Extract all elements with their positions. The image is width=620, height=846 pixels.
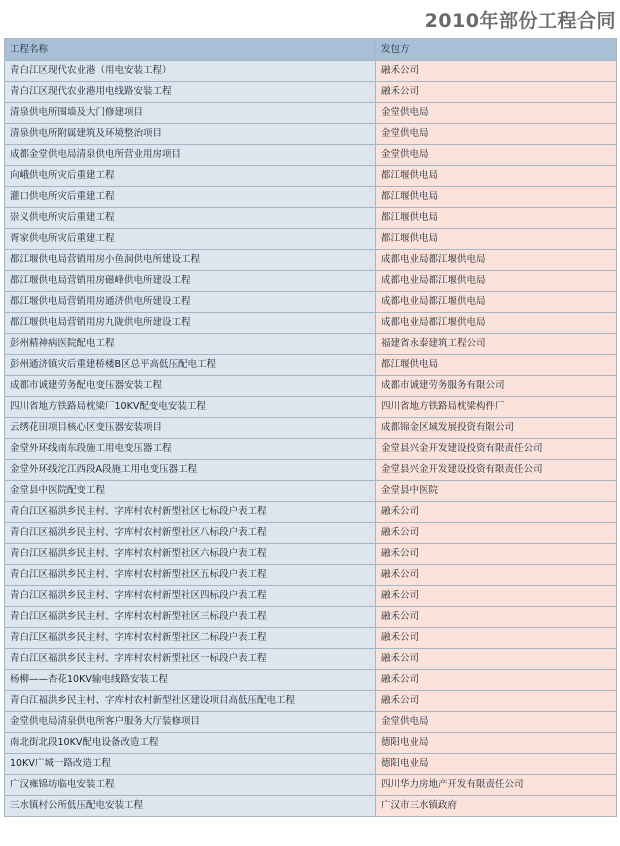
project-name-cell: 崇义供电所灾后重建工程 — [5, 208, 376, 229]
project-name-cell: 南北街北段10KV配电设备改造工程 — [5, 733, 376, 754]
project-name-cell: 青白江区现代农业港用电线路安装工程 — [5, 82, 376, 103]
contracting-party-cell: 成都电业局都江堰供电局 — [376, 250, 617, 271]
contracting-party-cell: 融禾公司 — [376, 565, 617, 586]
project-name-cell: 都江堰供电局营销用房通济供电所建设工程 — [5, 292, 376, 313]
contracting-party-cell: 融禾公司 — [376, 523, 617, 544]
table-row — [5, 523, 617, 544]
project-name-cell: 青白江区福洪乡民主村、字库村农村新型社区五标段户表工程 — [5, 565, 376, 586]
project-name-cell: 四川省地方铁路局枕梁厂10KV配变电安装工程 — [5, 397, 376, 418]
project-name-cell: 青白江区现代农业港（用电安装工程） — [5, 61, 376, 82]
table-row — [5, 796, 617, 817]
contracting-party-cell: 融禾公司 — [376, 691, 617, 712]
contracts-table — [4, 38, 617, 817]
contracting-party-cell: 都江堰供电局 — [376, 355, 617, 376]
project-name-cell: 青白江区福洪乡民主村、字库村农村新型社区四标段户表工程 — [5, 586, 376, 607]
project-name-cell: 青白江福洪乡民主村、字库村农村新型社区建设项目高低压配电工程 — [5, 691, 376, 712]
table-row — [5, 61, 617, 82]
table-row — [5, 145, 617, 166]
contracting-party-cell: 成都锦金区域发展投资有限公司 — [376, 418, 617, 439]
project-name-cell: 金堂县中医院配变工程 — [5, 481, 376, 502]
table-row — [5, 103, 617, 124]
contracting-party-cell: 四川省地方铁路局枕梁构件厂 — [376, 397, 617, 418]
table-row — [5, 187, 617, 208]
contracting-party-cell: 广汉市三水镇政府 — [376, 796, 617, 817]
contracting-party-cell: 融禾公司 — [376, 544, 617, 565]
table-row — [5, 229, 617, 250]
table-row — [5, 733, 617, 754]
contracting-party-cell: 金堂县兴金开发建设投资有限责任公司 — [376, 460, 617, 481]
project-name-cell: 成都市诚建劳务配电变压器安装工程 — [5, 376, 376, 397]
table-row — [5, 607, 617, 628]
table-row — [5, 166, 617, 187]
table-row — [5, 355, 617, 376]
page-title: 2010年部份工程合同 — [424, 10, 616, 32]
table-row — [5, 712, 617, 733]
contracting-party-cell: 德阳电业局 — [376, 733, 617, 754]
table-row — [5, 376, 617, 397]
project-name-cell: 广汉雍锦坊临电安装工程 — [5, 775, 376, 796]
project-name-cell: 青白江区福洪乡民主村、字库村农村新型社区二标段户表工程 — [5, 628, 376, 649]
contracting-party-cell: 融禾公司 — [376, 82, 617, 103]
table-row — [5, 775, 617, 796]
contracting-party-cell: 成都电业局都江堰供电局 — [376, 271, 617, 292]
contracting-party-cell: 融禾公司 — [376, 607, 617, 628]
contracting-party-cell: 融禾公司 — [376, 502, 617, 523]
table-row — [5, 292, 617, 313]
table-row — [5, 250, 617, 271]
table-row — [5, 754, 617, 775]
contracting-party-cell: 融禾公司 — [376, 649, 617, 670]
table-row — [5, 565, 617, 586]
contracting-party-cell: 金堂供电局 — [376, 103, 617, 124]
column-header-project-name: 工程名称 — [5, 39, 376, 61]
table-row — [5, 418, 617, 439]
contracting-party-cell: 成都电业局都江堰供电局 — [376, 292, 617, 313]
project-name-cell: 金堂外环线沱江西段A段施工用电变压器工程 — [5, 460, 376, 481]
project-name-cell: 都江堰供电局营销用房磁峰供电所建设工程 — [5, 271, 376, 292]
table-row — [5, 460, 617, 481]
table-row — [5, 334, 617, 355]
project-name-cell: 云绣花田项目核心区变压器安装项目 — [5, 418, 376, 439]
project-name-cell: 三水镇村公所低压配电安装工程 — [5, 796, 376, 817]
contracting-party-cell: 都江堰供电局 — [376, 187, 617, 208]
project-name-cell: 青白江区福洪乡民主村、字库村农村新型社区一标段户表工程 — [5, 649, 376, 670]
contracting-party-cell: 金堂供电局 — [376, 124, 617, 145]
contracting-party-cell: 四川华力房地产开发有限责任公司 — [376, 775, 617, 796]
table-row — [5, 271, 617, 292]
project-name-cell: 10KV广城一路改造工程 — [5, 754, 376, 775]
project-name-cell: 清泉供电所围墙及大门修建项目 — [5, 103, 376, 124]
contracting-party-cell: 融禾公司 — [376, 586, 617, 607]
table-row — [5, 397, 617, 418]
table-row — [5, 481, 617, 502]
table-row — [5, 82, 617, 103]
project-name-cell: 青白江区福洪乡民主村、字库村农村新型社区六标段户表工程 — [5, 544, 376, 565]
project-name-cell: 彭州通济镇灾后重建桥楼B区总平高低压配电工程 — [5, 355, 376, 376]
project-name-cell: 金堂供电局清泉供电所客户服务大厅装修项目 — [5, 712, 376, 733]
table-row — [5, 439, 617, 460]
contracting-party-cell: 金堂供电局 — [376, 145, 617, 166]
contracting-party-cell: 成都市诚建劳务服务有限公司 — [376, 376, 617, 397]
project-name-cell: 向峨供电所灾后重建工程 — [5, 166, 376, 187]
contracting-party-cell: 成都电业局都江堰供电局 — [376, 313, 617, 334]
contracting-party-cell: 福建省永泰建筑工程公司 — [376, 334, 617, 355]
project-name-cell: 清泉供电所附属建筑及环境整治项目 — [5, 124, 376, 145]
table-row — [5, 544, 617, 565]
contracting-party-cell: 金堂县中医院 — [376, 481, 617, 502]
contracting-party-cell: 都江堰供电局 — [376, 166, 617, 187]
contracting-party-cell: 金堂县兴金开发建设投资有限责任公司 — [376, 439, 617, 460]
contracting-party-cell: 融禾公司 — [376, 628, 617, 649]
project-name-cell: 青白江区福洪乡民主村、字库村农村新型社区七标段户表工程 — [5, 502, 376, 523]
table-row — [5, 670, 617, 691]
project-name-cell: 胥家供电所灾后重建工程 — [5, 229, 376, 250]
contracting-party-cell: 金堂供电局 — [376, 712, 617, 733]
project-name-cell: 杨柳——杏花10KV输电线路安装工程 — [5, 670, 376, 691]
table-header-row — [5, 39, 617, 61]
contracting-party-cell: 都江堰供电局 — [376, 208, 617, 229]
project-name-cell: 都江堰供电局营销用房小鱼洞供电所建设工程 — [5, 250, 376, 271]
column-header-contracting-party: 发包方 — [376, 39, 617, 61]
project-name-cell: 彭州精神病医院配电工程 — [5, 334, 376, 355]
contracting-party-cell: 融禾公司 — [376, 670, 617, 691]
table-row — [5, 649, 617, 670]
table-row — [5, 208, 617, 229]
project-name-cell: 都江堰供电局营销用房九陇供电所建设工程 — [5, 313, 376, 334]
project-name-cell: 金堂外环线南东段施工用电变压器工程 — [5, 439, 376, 460]
table-row — [5, 502, 617, 523]
contracting-party-cell: 都江堰供电局 — [376, 229, 617, 250]
contracting-party-cell: 融禾公司 — [376, 61, 617, 82]
table-row — [5, 628, 617, 649]
table-row — [5, 124, 617, 145]
project-name-cell: 成都金堂供电局清泉供电所营业用房项目 — [5, 145, 376, 166]
table-row — [5, 313, 617, 334]
project-name-cell: 青白江区福洪乡民主村、字库村农村新型社区三标段户表工程 — [5, 607, 376, 628]
table-row — [5, 586, 617, 607]
project-name-cell: 青白江区福洪乡民主村、字库村农村新型社区八标段户表工程 — [5, 523, 376, 544]
contracting-party-cell: 德阳电业局 — [376, 754, 617, 775]
project-name-cell: 灌口供电所灾后重建工程 — [5, 187, 376, 208]
table-row — [5, 691, 617, 712]
